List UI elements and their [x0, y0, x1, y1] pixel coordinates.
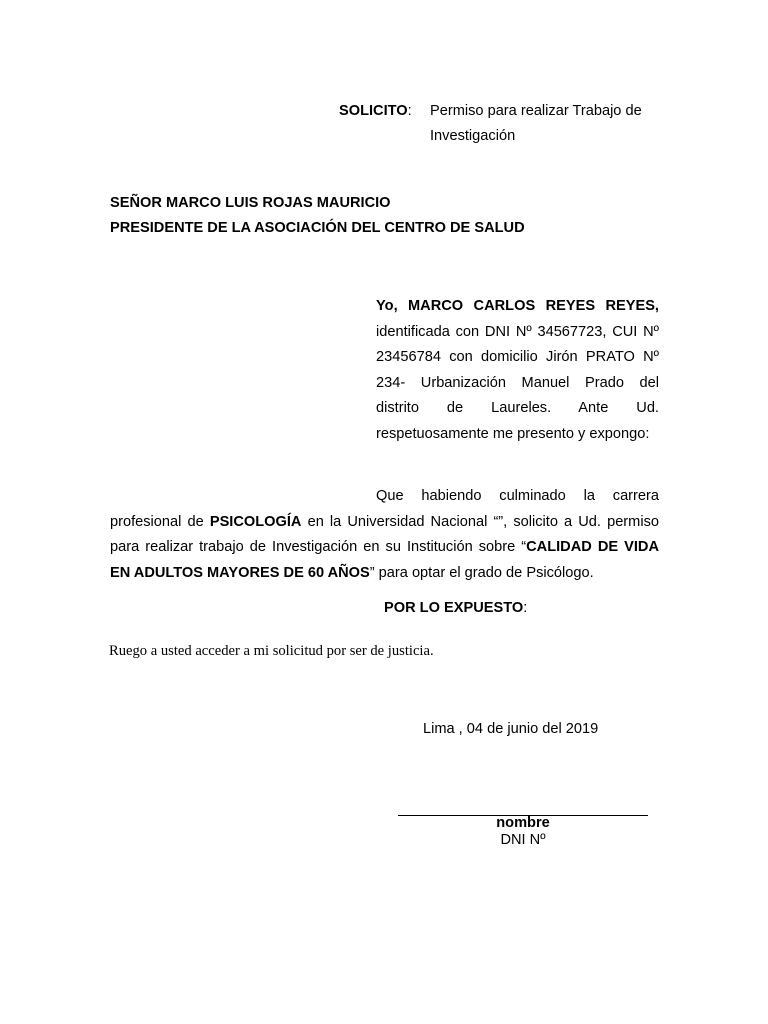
addressee-block — [110, 191, 525, 241]
place-date: Lima , 04 de junio del 2019 — [423, 721, 599, 737]
solicito-label: SOLICITO — [339, 103, 408, 119]
closing-request: Ruego a usted acceder a mi solicitud por ser de justicia. — [109, 643, 434, 659]
solicito-heading — [339, 99, 669, 144]
request-text-3: ” para optar el grado de Psicólogo. — [369, 564, 594, 581]
por-lo-expuesto — [384, 600, 527, 616]
request-text-2: en la Universidad Nacional “”, solicito a Ud. permiso para realizar trabajo de Investigación en su Institución sobre “ — [110, 513, 659, 555]
applicant-details: identificada con DNI Nº 34567723, CUI Nº 23456784 con domicilio Jirón PRATO Nº 234- Urbanización Manuel Prado del distrito de Laureles. Ante Ud. respetuosamente me presento y expongo: — [376, 323, 659, 442]
addressee-title: PRESIDENTE DE LA ASOCIACIÓN DEL CENTRO DE SALUD — [110, 220, 525, 236]
applicant-name: Yo, MARCO CARLOS REYES REYES, — [376, 298, 659, 314]
request-paragraph — [110, 484, 659, 586]
request-text-1: Que habiendo culminado la carrera profesional de — [110, 488, 659, 530]
signature-name: nombre — [496, 815, 550, 831]
addressee-name: SEÑOR MARCO LUIS ROJAS MAURICIO — [110, 195, 391, 211]
por-lo-expuesto-label: POR LO EXPUESTO — [384, 600, 524, 616]
career-name: PSICOLOGÍA — [209, 513, 302, 530]
research-title: CALIDAD DE VIDA EN ADULTOS MAYORES DE 60 AÑOS — [110, 539, 659, 581]
solicito-subject: Permiso para realizar Trabajo de Investigación — [430, 103, 642, 144]
signature-dni: DNI Nº — [500, 832, 546, 848]
applicant-intro — [376, 294, 659, 447]
solicito-colon: : — [407, 103, 412, 119]
por-lo-expuesto-colon: : — [523, 600, 528, 616]
